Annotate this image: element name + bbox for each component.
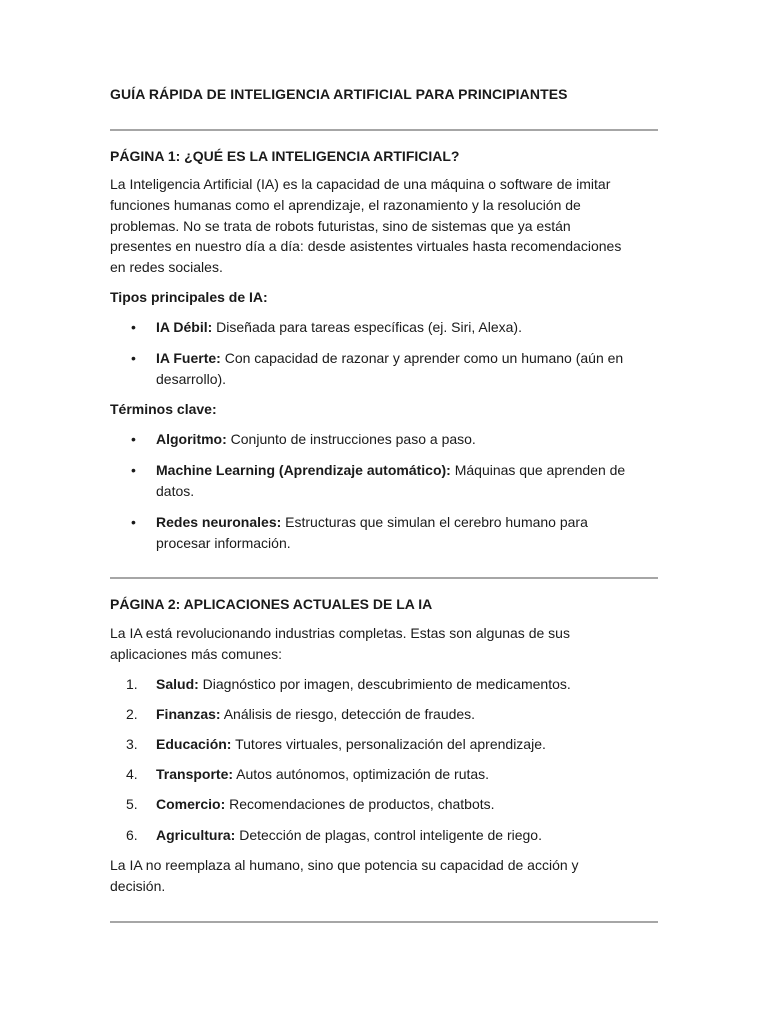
item-term: Redes neuronales: xyxy=(156,513,282,530)
terms-list xyxy=(110,429,658,553)
section-heading: PÁGINA 2: APLICACIONES ACTUALES DE LA IA xyxy=(110,596,433,612)
bullet-icon: • xyxy=(131,431,136,448)
text-line: La Inteligencia Artificial (IA) es la capacidad de una máquina o software de imitar xyxy=(110,176,611,192)
text-line: en redes sociales. xyxy=(110,259,223,276)
item-desc: Máquinas que aprenden de xyxy=(454,462,626,479)
list-item xyxy=(110,704,658,725)
document-title: GUÍA RÁPIDA DE INTELIGENCIA ARTIFICIAL PARA PRINCIPIANTES xyxy=(110,86,568,102)
item-desc: desarrollo). xyxy=(156,370,227,387)
item-desc: Detección de plagas, control inteligente de riego. xyxy=(239,826,542,843)
item-number: 3. xyxy=(126,735,138,752)
intro-paragraph xyxy=(110,623,658,665)
bullet-icon: • xyxy=(131,318,136,335)
section-page2 xyxy=(110,594,658,897)
item-desc: Análisis de riesgo, detección de fraudes. xyxy=(223,705,476,722)
item-term: Transporte: xyxy=(156,766,234,783)
item-number: 6. xyxy=(126,826,138,843)
item-term: Machine Learning (Aprendizaje automático): xyxy=(156,462,451,479)
item-term: Finanzas: xyxy=(156,705,221,722)
item-desc: Recomendaciones de productos, chatbots. xyxy=(229,796,495,813)
item-desc: Diagnóstico por imagen, descubrimiento de medicamentos. xyxy=(202,675,571,692)
bullet-icon: • xyxy=(131,462,136,479)
item-term: IA Débil: xyxy=(156,318,213,335)
item-number: 1. xyxy=(126,675,138,692)
bullet-icon: • xyxy=(131,513,136,530)
types-list xyxy=(110,317,658,389)
item-term: Comercio: xyxy=(156,796,226,813)
list-item xyxy=(110,674,658,695)
item-term: Educación: xyxy=(156,735,232,752)
item-desc: datos. xyxy=(156,482,195,499)
section-divider xyxy=(110,921,658,923)
section-divider xyxy=(110,129,658,131)
intro-paragraph xyxy=(110,174,658,278)
list-item xyxy=(110,429,658,450)
list-item xyxy=(110,734,658,755)
item-desc: Autos autónomos, optimización de rutas. xyxy=(236,766,490,783)
item-desc: Diseñada para tareas específicas (ej. Siri, Alexa). xyxy=(216,318,522,335)
bullet-icon: • xyxy=(131,349,136,366)
item-term: Agricultura: xyxy=(156,826,236,843)
terms-heading: Términos clave: xyxy=(110,401,217,418)
text-line: problemas. No se trata de robots futuristas, sino de sistemas que ya están xyxy=(110,217,571,234)
list-item xyxy=(110,317,658,338)
item-desc: Conjunto de instrucciones paso a paso. xyxy=(230,431,476,448)
list-item xyxy=(110,348,658,390)
item-desc: Tutores virtuales, personalización del aprendizaje. xyxy=(235,735,546,752)
text-line: decisión. xyxy=(110,878,166,895)
list-item xyxy=(110,460,658,502)
applications-list xyxy=(110,674,658,846)
item-number: 2. xyxy=(126,705,138,722)
item-number: 4. xyxy=(126,766,138,783)
item-desc: Estructuras que simulan el cerebro humano para xyxy=(285,513,588,530)
item-term: IA Fuerte: xyxy=(156,349,221,366)
section-page1 xyxy=(110,146,658,553)
list-item xyxy=(110,764,658,785)
list-item xyxy=(110,794,658,815)
closing-paragraph xyxy=(110,855,658,897)
item-term: Salud: xyxy=(156,675,199,692)
text-line: funciones humanas como el aprendizaje, el razonamiento y la resolución de xyxy=(110,196,581,213)
section-divider xyxy=(110,577,658,579)
list-item xyxy=(110,512,658,554)
text-line: aplicaciones más comunes: xyxy=(110,645,282,662)
item-term: Algoritmo: xyxy=(156,431,227,448)
text-line: La IA no reemplaza al humano, sino que potencia su capacidad de acción y xyxy=(110,857,579,874)
text-line: presentes en nuestro día a día: desde asistentes virtuales hasta recomendaciones xyxy=(110,238,622,255)
types-heading: Tipos principales de IA: xyxy=(110,288,268,305)
text-line: La IA está revolucionando industrias completas. Estas son algunas de sus xyxy=(110,625,570,641)
section-heading: PÁGINA 1: ¿QUÉ ES LA INTELIGENCIA ARTIFICIAL? xyxy=(110,148,460,164)
list-item xyxy=(110,825,658,846)
item-number: 5. xyxy=(126,796,138,813)
item-desc: Con capacidad de razonar y aprender como un humano (aún en xyxy=(224,349,624,366)
item-desc: procesar información. xyxy=(156,534,291,551)
